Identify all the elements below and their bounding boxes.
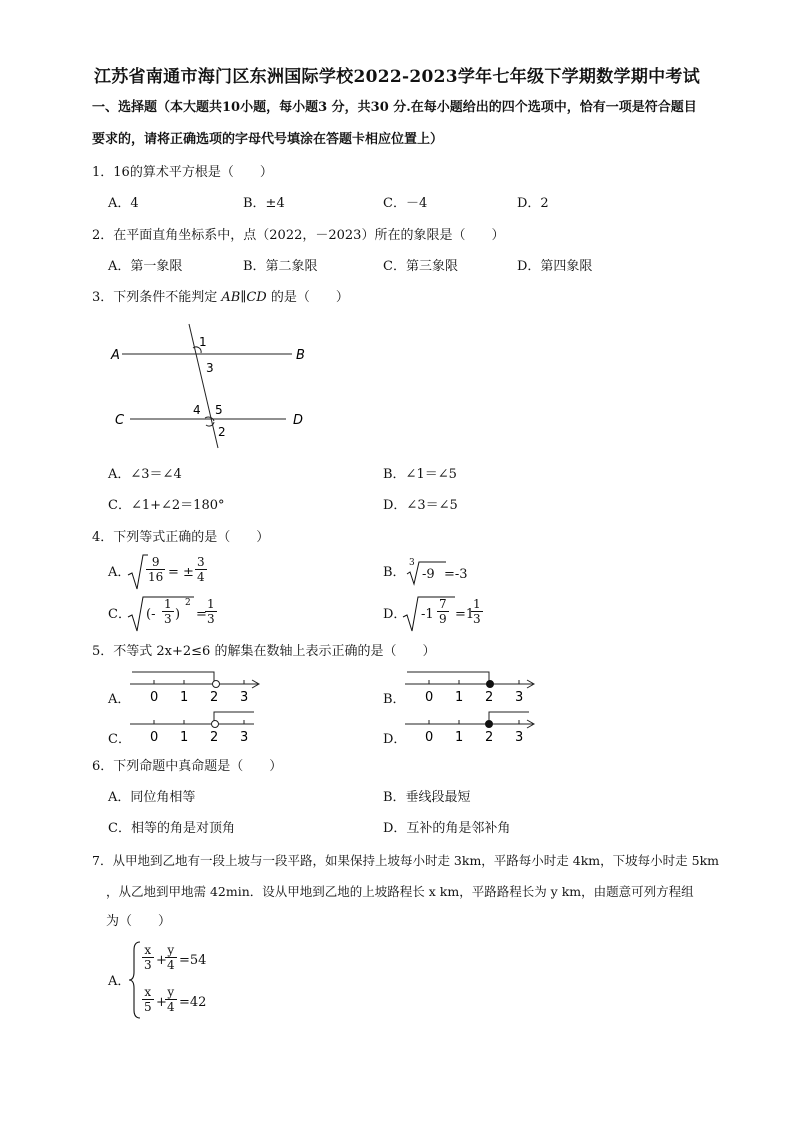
- q4-a-radical: [126, 553, 148, 593]
- q5-numberline-d: [403, 708, 543, 746]
- q3-option-d: D．∠3＝∠5: [383, 498, 458, 513]
- q7-a-eq1-frac1: [142, 943, 154, 972]
- q4-b-radicand: -9: [422, 567, 435, 582]
- q4-c-exp: 2: [185, 598, 191, 608]
- q4-d-eq: =1: [455, 607, 475, 622]
- q5-numberline-a: [128, 668, 268, 706]
- label-b: B: [296, 348, 305, 363]
- q4-c-rhs-num: 1: [207, 597, 215, 611]
- q4-a-rhs-num: 3: [197, 555, 205, 569]
- q5-c-tick-2: 2: [210, 730, 219, 745]
- q4-a-frac: [146, 555, 165, 584]
- q7-a-eq2-frac1: [142, 985, 154, 1014]
- q4-c-frac: [162, 597, 174, 626]
- q4-option-d-label: D．: [383, 607, 407, 622]
- q3-option-b: B．∠1＝∠5: [383, 467, 457, 482]
- q5-a-tick-1: 1: [180, 690, 189, 705]
- q2-stem: 2．在平面直角坐标系中，点（2022，－2023）所在的象限是（ ）: [92, 228, 505, 243]
- label-angle-1: 1: [199, 335, 207, 349]
- q1-option-b: B．±4: [243, 196, 285, 211]
- q4-c-rhs-frac: [205, 597, 217, 626]
- q3-figure: [100, 318, 320, 453]
- q4-option-b-label: B．: [383, 565, 406, 580]
- q7-line2: ，从乙地到甲地需 42min．设从甲地到乙地的上坡路程长 x km，平路路程长为 y km，由题意可列方程组: [106, 884, 694, 899]
- q1-option-d: D．2: [517, 196, 549, 211]
- q7-a-eq2-n2: y: [165, 985, 177, 1000]
- q3-stem: [92, 289, 349, 307]
- q4-a-rhs-den: 4: [197, 570, 205, 584]
- q6-option-a: A．同位角相等: [108, 790, 196, 805]
- q4-c-rhs-den: 3: [207, 612, 215, 626]
- q4-c-open: (-: [146, 607, 156, 622]
- q7-a-brace: [128, 940, 142, 1020]
- q6-option-b: B．垂线段最短: [383, 790, 471, 805]
- q4-b-index: 3: [409, 558, 415, 568]
- q4-c-den: 3: [164, 612, 172, 626]
- q7-a-eq2-d2: 4: [167, 1000, 175, 1014]
- q2-option-d: D．第四象限: [517, 259, 593, 274]
- page-title: 江苏省南通市海门区东洲国际学校2022-2023学年七年级下学期数学期中考试: [93, 67, 701, 87]
- q7-a-eq1-plus: +: [156, 953, 167, 968]
- q4-d-rhs-den: 3: [473, 612, 481, 626]
- q5-option-a-label: A．: [108, 692, 131, 707]
- q5-stem: 5．不等式 2x+2≤6 的解集在数轴上表示正确的是（ ）: [92, 644, 436, 659]
- q4-d-frac: [437, 597, 449, 626]
- q2-option-b: B．第二象限: [243, 259, 318, 274]
- q4-stem: 4．下列等式正确的是（ ）: [92, 530, 270, 545]
- q2-option-a: A．第一象限: [108, 259, 183, 274]
- q7-a-eq1-n2: y: [165, 943, 177, 958]
- q1-option-c: C．－4: [383, 196, 428, 211]
- q7-line1: 7．从甲地到乙地有一段上坡与一段平路，如果保持上坡每小时走 3km，平路每小时走 4km，下坡每小时走 5km: [92, 853, 720, 868]
- q7-a-eq1-d2: 4: [167, 958, 175, 972]
- q4-option-c-label: C．: [108, 607, 131, 622]
- q7-line3: 为（ ）: [106, 914, 172, 929]
- q5-c-tick-3: 3: [240, 730, 249, 745]
- q5-b-tick-2: 2: [485, 690, 494, 705]
- q5-a-tick-2: 2: [210, 690, 219, 705]
- q1-stem: 1．16的算术平方根是（ ）: [92, 165, 273, 180]
- q4-a-rhs-frac: [195, 555, 207, 584]
- q4-c-num: 1: [164, 597, 172, 611]
- q7-a-eq1-d1: 3: [144, 958, 152, 972]
- q4-d-rhs-num: 1: [473, 597, 481, 611]
- q4-a-num: 9: [146, 555, 165, 570]
- section-heading-line2: 要求的，请将正确选项的字母代号填涂在答题卡相应位置上）: [92, 132, 444, 147]
- q4-c-close: ): [175, 607, 181, 622]
- q4-a-eq: = ±: [168, 565, 194, 580]
- q4-d-den: 9: [439, 612, 447, 626]
- q1-option-a: A．4: [108, 196, 139, 211]
- q6-option-d: D．互补的角是邻补角: [383, 821, 511, 836]
- q4-d-rhs-frac: [471, 597, 483, 626]
- q5-c-tick-1: 1: [180, 730, 189, 745]
- q7-a-eq1-frac2: [165, 943, 177, 972]
- q3-stem-post: 的是（ ）: [266, 290, 349, 305]
- q3-stem-pre: 3．下列条件不能判定: [92, 290, 222, 305]
- q6-option-c: C．相等的角是对顶角: [108, 821, 235, 836]
- label-a: A: [111, 348, 120, 363]
- q4-d-num: 7: [439, 597, 447, 611]
- q7-a-eq1-rhs: =54: [179, 953, 207, 968]
- q3-option-c: C．∠1+∠2＝180°: [108, 498, 225, 513]
- q7-a-eq2-n1: x: [142, 985, 154, 1000]
- q7-a-eq2-rhs: =42: [179, 995, 207, 1010]
- q7-a-eq2-plus: +: [156, 995, 167, 1010]
- q5-a-tick-0: 0: [150, 690, 159, 705]
- q5-c-tick-0: 0: [150, 730, 159, 745]
- q2-option-c: C．第三象限: [383, 259, 458, 274]
- label-angle-3: 3: [206, 361, 214, 375]
- label-angle-4: 4: [193, 403, 201, 417]
- q5-b-tick-3: 3: [515, 690, 524, 705]
- section-heading-line1: 一、选择题（本大题共10小题，每小题3 分，共30 分.在每小题给出的四个选项中，恰有一项是符合题目: [92, 100, 697, 115]
- q5-d-tick-3: 3: [515, 730, 524, 745]
- q5-d-tick-0: 0: [425, 730, 434, 745]
- q5-numberline-b: [403, 668, 543, 706]
- q5-numberline-c: [128, 708, 268, 746]
- q4-b-rhs: =-3: [444, 567, 468, 582]
- q4-c-eq: =: [196, 607, 207, 622]
- q5-d-tick-2: 2: [485, 730, 494, 745]
- q3-option-a: A．∠3＝∠4: [108, 467, 182, 482]
- q5-b-tick-1: 1: [455, 690, 464, 705]
- q5-option-d-label: D．: [383, 732, 407, 747]
- q4-a-den: 16: [148, 570, 164, 584]
- q4-d-pre: -1: [421, 607, 434, 622]
- label-d: D: [293, 413, 304, 428]
- q7-a-eq2-frac2: [165, 985, 177, 1014]
- q5-b-tick-0: 0: [425, 690, 434, 705]
- q5-a-tick-3: 3: [240, 690, 249, 705]
- q6-stem: 6．下列命题中真命题是（ ）: [92, 759, 283, 774]
- q7-option-a-label: A．: [108, 974, 131, 989]
- q7-a-eq1-n1: x: [142, 943, 154, 958]
- q4-option-a-label: A．: [108, 565, 131, 580]
- label-angle-2: 2: [218, 425, 226, 439]
- q5-option-c-label: C．: [108, 732, 131, 747]
- label-angle-5: 5: [215, 403, 223, 417]
- q3-stem-italic: AB∥CD: [221, 290, 267, 305]
- label-c: C: [115, 413, 125, 428]
- q7-a-eq2-d1: 5: [144, 1000, 152, 1014]
- q5-option-b-label: B．: [383, 692, 406, 707]
- q5-d-tick-1: 1: [455, 730, 464, 745]
